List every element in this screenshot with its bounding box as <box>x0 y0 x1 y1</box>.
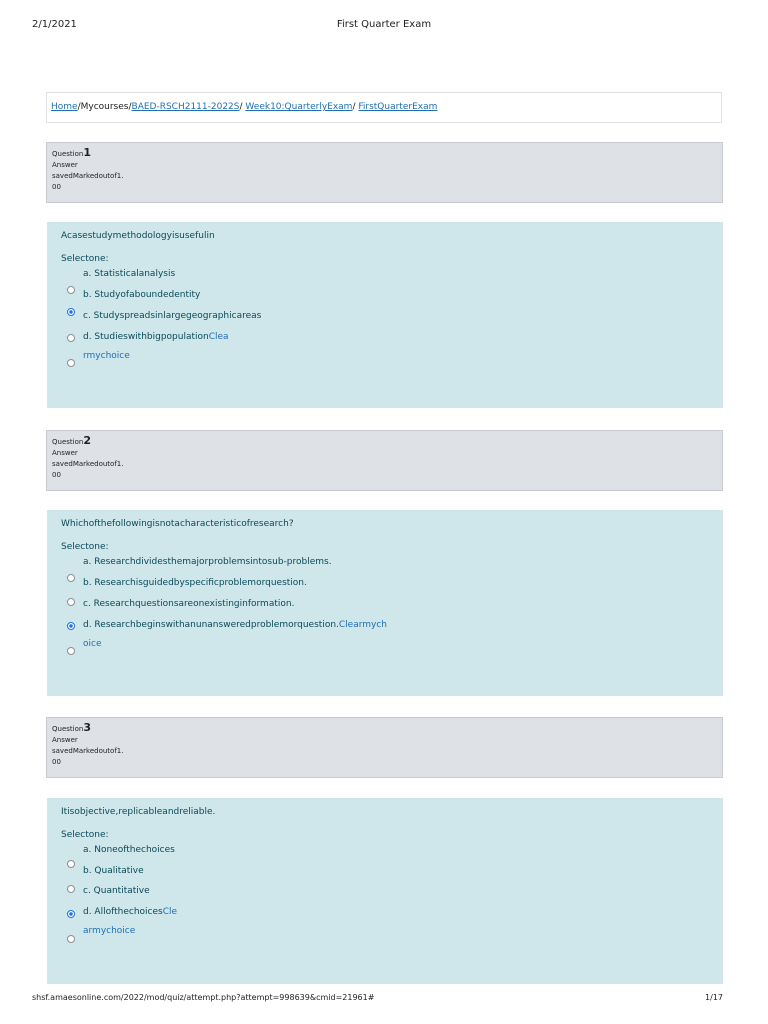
question-number: 1 <box>83 146 91 159</box>
breadcrumb-home-link[interactable]: Home <box>51 102 78 112</box>
clear-choice-link[interactable]: armychoice <box>83 926 136 936</box>
clear-choice-radio[interactable] <box>67 647 75 655</box>
clear-choice-link[interactable]: oice <box>83 639 102 649</box>
question-points: 00 <box>52 758 61 766</box>
option-c-radio[interactable] <box>67 885 75 893</box>
question-text: Itisobjective,replicableandreliable. <box>61 807 216 817</box>
option-a-label[interactable]: a. Statisticalanalysis <box>83 269 176 279</box>
breadcrumb-week-link[interactable]: Week10:QuarterlyExam <box>245 102 353 112</box>
breadcrumb <box>46 92 722 123</box>
question-marks: savedMarkedoutof1. <box>52 747 124 755</box>
breadcrumb-separator: / <box>239 102 246 112</box>
question-info-2 <box>46 430 723 491</box>
question-text: Whichofthefollowingisnotacharacteristicofresearch? <box>61 519 294 529</box>
option-d-label[interactable]: d. Studieswithbigpopulation <box>83 332 209 342</box>
option-c-label[interactable]: c. Quantitative <box>83 886 150 896</box>
option-b-label[interactable]: b. Studyofaboundedentity <box>83 290 201 300</box>
option-b-label[interactable]: b. Researchisguidedbyspecificproblemorquestion. <box>83 578 307 588</box>
option-b-radio[interactable] <box>67 860 75 868</box>
option-c-radio[interactable] <box>67 308 75 316</box>
question-label: Question <box>52 725 84 733</box>
clear-choice-link[interactable]: Clea <box>208 332 229 342</box>
option-c-label[interactable]: c. Researchquestionsareonexistinginformation. <box>83 599 295 609</box>
print-footer-url: shsf.amaesonline.com/2022/mod/quiz/attempt.php?attempt=998639&cmid=21961# <box>32 993 375 1002</box>
question-points: 00 <box>52 471 61 479</box>
option-c-radio[interactable] <box>67 598 75 606</box>
clear-choice-link[interactable]: Clearmych <box>338 620 388 630</box>
question-marks: savedMarkedoutof1. <box>52 172 124 180</box>
option-d-radio[interactable] <box>67 334 75 342</box>
select-one-label: Selectone: <box>61 542 109 552</box>
print-title: First Quarter Exam <box>336 19 432 30</box>
option-b-label[interactable]: b. Qualitative <box>83 866 144 876</box>
clear-choice-radio[interactable] <box>67 359 75 367</box>
question-body-2 <box>47 510 723 696</box>
question-label: Question <box>52 150 84 158</box>
question-marks: savedMarkedoutof1. <box>52 460 124 468</box>
clear-choice-link[interactable]: Cle <box>162 907 178 917</box>
question-number: 3 <box>83 721 91 734</box>
option-a-label[interactable]: a. Noneofthechoices <box>83 845 175 855</box>
breadcrumb-separator: / <box>352 102 359 112</box>
option-d-radio[interactable] <box>67 910 75 918</box>
option-d-label[interactable]: d. Researchbeginswithanunansweredproblemorquestion. <box>83 620 339 630</box>
select-one-label: Selectone: <box>61 254 109 264</box>
option-a-label[interactable]: a. Researchdividesthemajorproblemsintosub-problems. <box>83 557 332 567</box>
question-body-1 <box>47 222 723 408</box>
question-info-1 <box>46 142 723 203</box>
breadcrumb-exam-link[interactable]: FirstQuarterExam <box>358 102 438 112</box>
clear-choice-radio[interactable] <box>67 935 75 943</box>
question-number: 2 <box>83 434 91 447</box>
question-text: Acasestudymethodologyisusefulin <box>61 231 215 241</box>
breadcrumb-mycourses: /Mycourses/ <box>77 102 132 112</box>
option-d-radio[interactable] <box>67 622 75 630</box>
print-page-number: 1/17 <box>705 993 723 1002</box>
question-body-3 <box>47 798 723 984</box>
clear-choice-link[interactable]: rmychoice <box>83 351 130 361</box>
breadcrumb-course-link[interactable]: BAED-RSCH2111-2022S <box>131 102 240 112</box>
question-status: Answer <box>52 161 78 169</box>
option-b-radio[interactable] <box>67 286 75 294</box>
question-status: Answer <box>52 449 78 457</box>
option-b-radio[interactable] <box>67 574 75 582</box>
print-date: 2/1/2021 <box>32 19 77 30</box>
option-c-label[interactable]: c. Studyspreadsinlargegeographicareas <box>83 311 262 321</box>
option-d-label[interactable]: d. Allofthechoices <box>83 907 163 917</box>
question-info-3 <box>46 717 723 778</box>
question-status: Answer <box>52 736 78 744</box>
question-points: 00 <box>52 183 61 191</box>
question-label: Question <box>52 438 84 446</box>
select-one-label: Selectone: <box>61 830 109 840</box>
